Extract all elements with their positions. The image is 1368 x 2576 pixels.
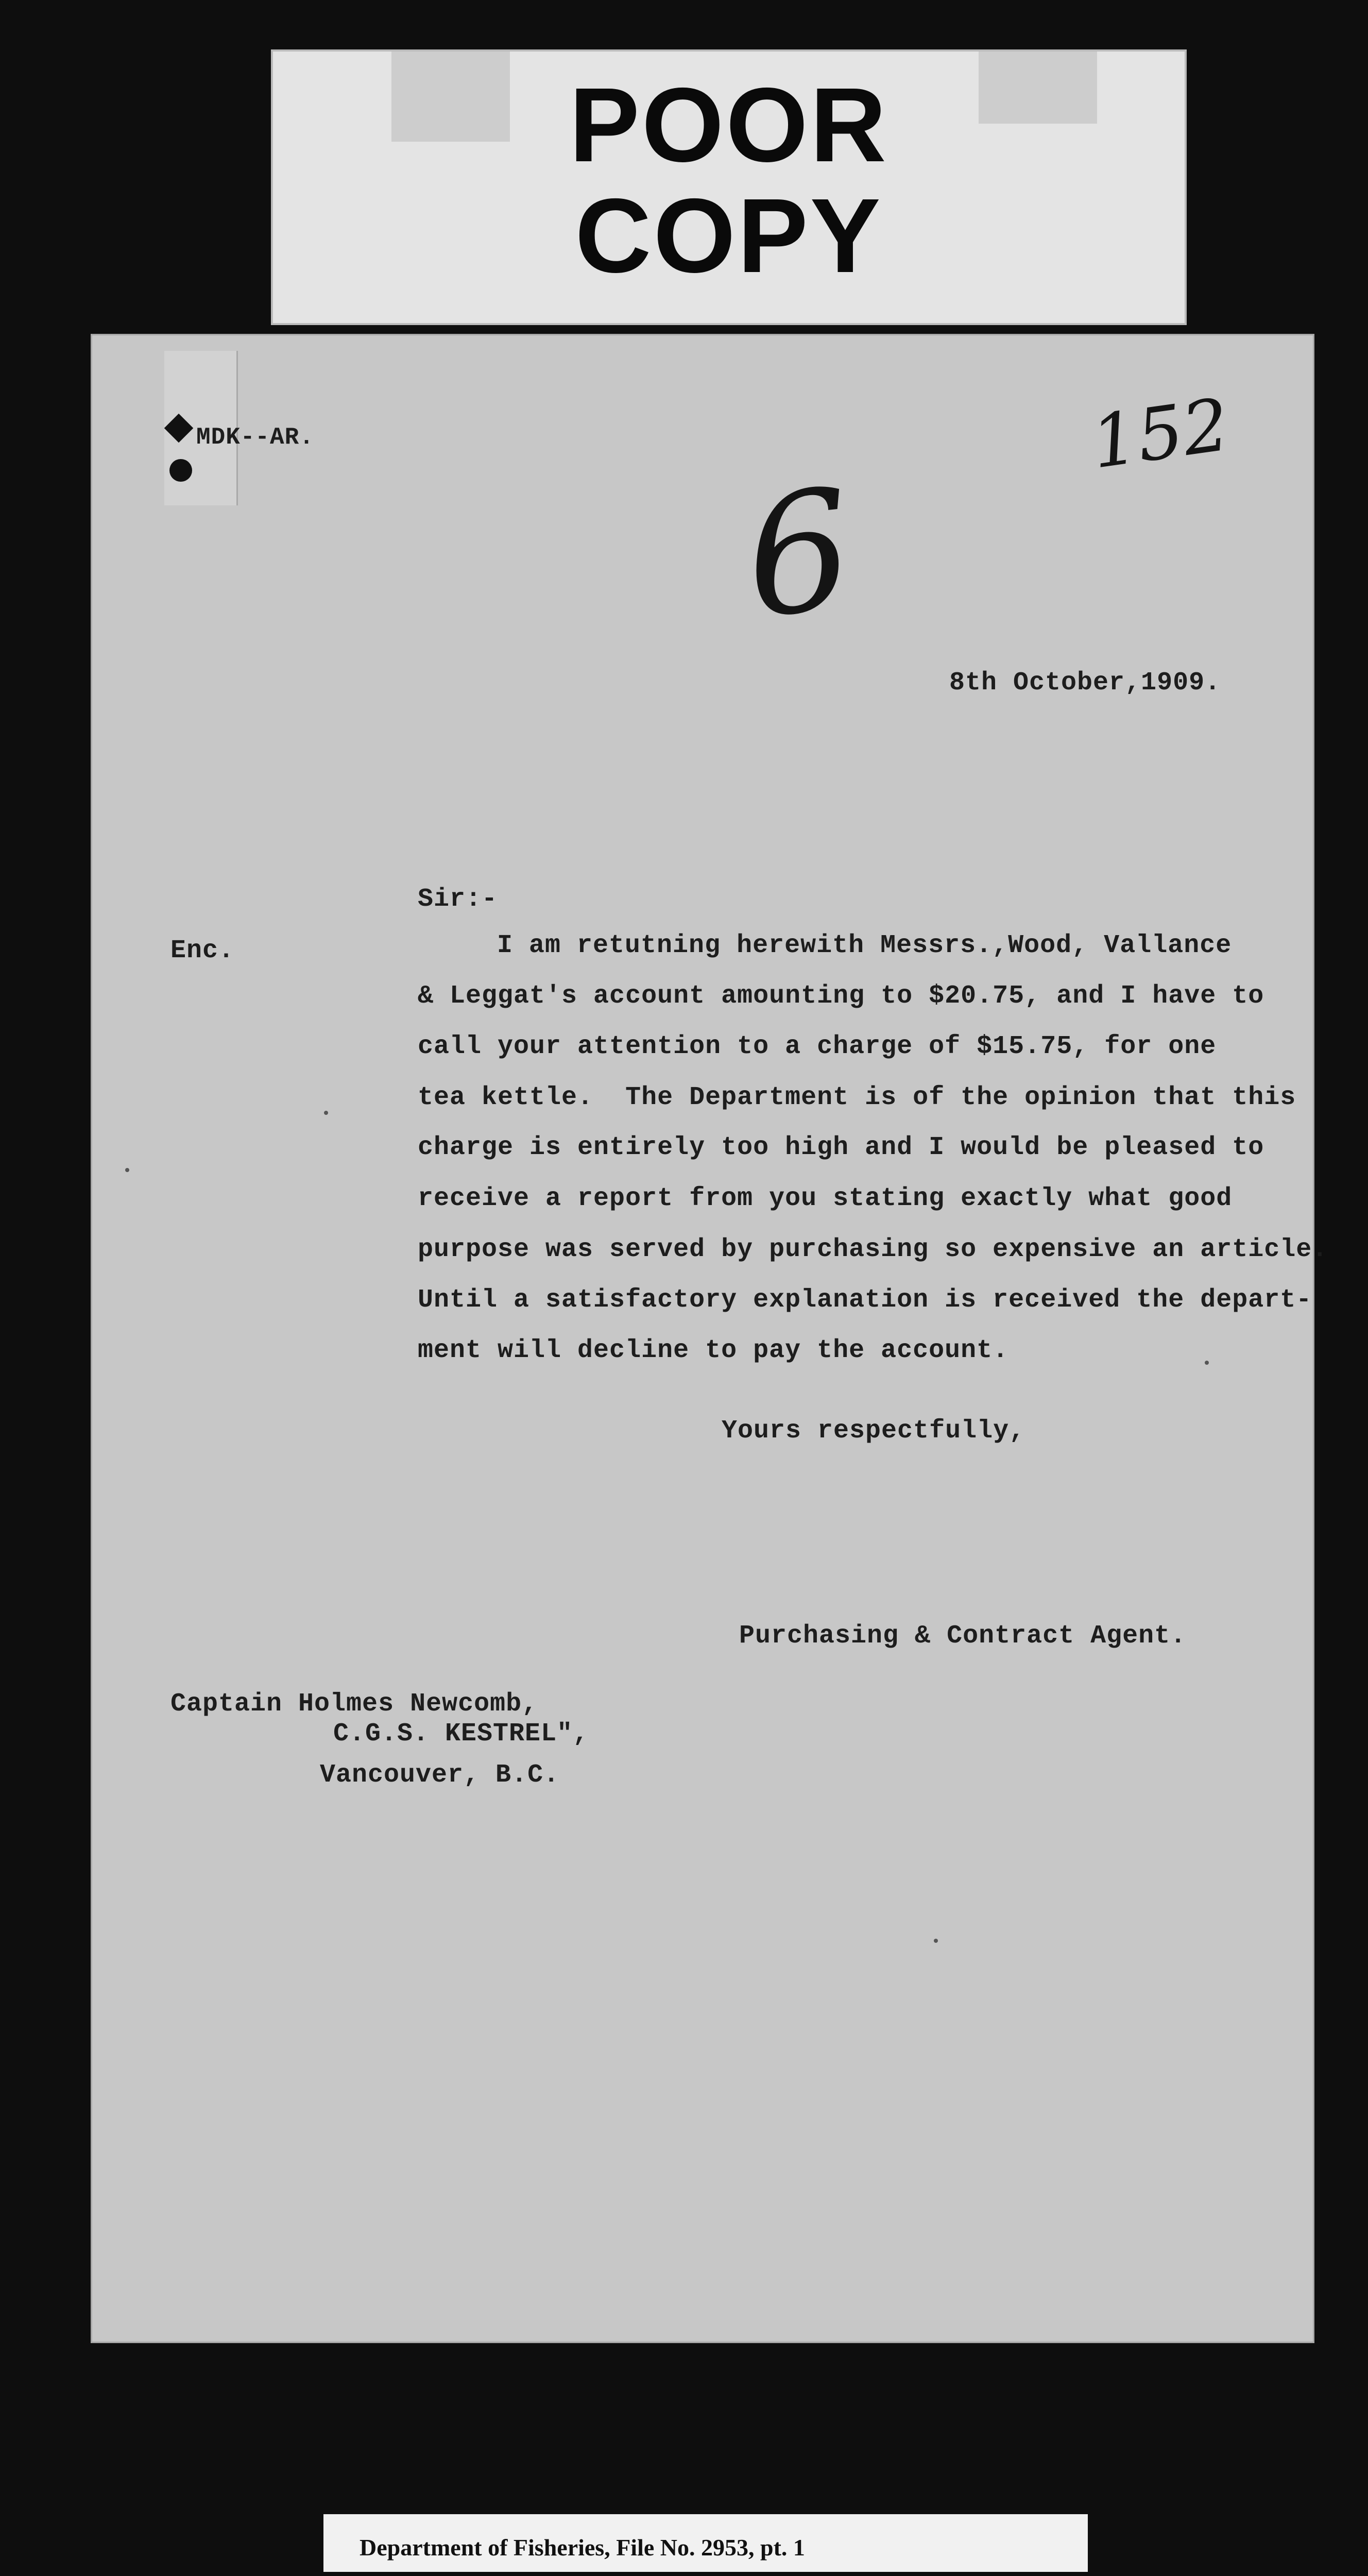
letter-date: 8th October,1909. [949, 668, 1221, 698]
folio-number: 152 [1086, 383, 1235, 485]
closing: Yours respectfully, [722, 1416, 1025, 1446]
body-line: tea kettle. The Department is of the opinion that this [418, 1083, 1296, 1112]
poor-label: POOR [569, 66, 888, 184]
file-reference-label [323, 2514, 1088, 2572]
poor-copy-stamp [271, 49, 1187, 325]
body-line: call your attention to a charge of $15.75, for one [418, 1032, 1217, 1061]
signature-title: Purchasing & Contract Agent. [739, 1621, 1187, 1651]
body-line: ment will decline to pay the account. [418, 1336, 1009, 1365]
body-line: charge is entirely too high and I would be pleased to [418, 1133, 1264, 1162]
speck [125, 1168, 129, 1172]
reference-code: MDK--AR. [196, 424, 314, 451]
body-line: receive a report from you stating exactly what good [418, 1184, 1233, 1213]
file-reference-text: Department of Fisheries, File No. 2953, pt. 1 [360, 2534, 805, 2561]
address-line: Captain Holmes Newcomb, [170, 1689, 538, 1719]
enclosure-note: Enc. [170, 936, 235, 965]
body-line: & Leggat's account amounting to $20.75, and I have to [418, 981, 1264, 1011]
punch-hole [169, 459, 192, 482]
handwritten-mark: 6 [737, 453, 861, 655]
address-line: Vancouver, B.C. [320, 1760, 560, 1790]
body-line: purpose was served by purchasing so expensive an article. [418, 1235, 1328, 1264]
speck [934, 1939, 938, 1943]
address-line: C.G.S. KESTREL", [333, 1719, 589, 1749]
letter-page [91, 334, 1328, 2343]
speck [1205, 1361, 1209, 1365]
copy-label: COPY [575, 177, 883, 295]
salutation: Sir:- [418, 885, 498, 914]
body-line: Until a satisfactory explanation is received the depart- [418, 1285, 1312, 1315]
body-line: I am retutning herewith Messrs.,Wood, Vallance [497, 931, 1232, 960]
speck [324, 1111, 328, 1115]
